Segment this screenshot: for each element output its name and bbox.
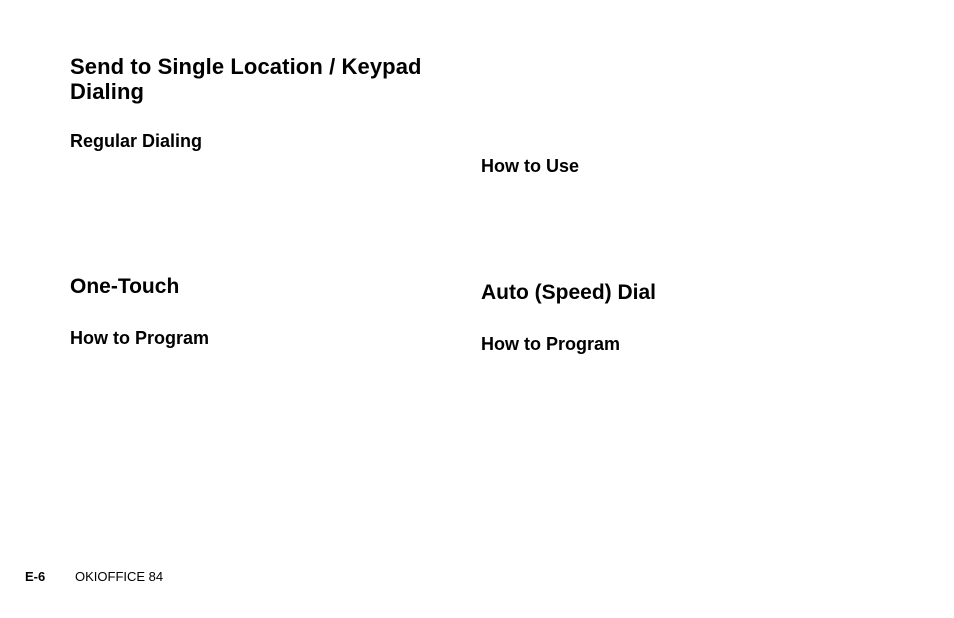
- page-title: Send to Single Location / Keypad Dialing: [70, 54, 422, 104]
- one-touch-heading: One-Touch: [70, 275, 180, 298]
- auto-speed-dial-heading: Auto (Speed) Dial: [481, 281, 657, 304]
- one-touch-how-to-program-heading: How to Program: [70, 328, 210, 348]
- document-title: OKIOFFICE 84: [75, 569, 164, 584]
- auto-dial-how-to-program-heading: How to Program: [481, 334, 621, 354]
- page-number: E-6: [25, 569, 46, 584]
- how-to-use-heading: How to Use: [481, 156, 580, 176]
- regular-dialing-heading: Regular Dialing: [70, 131, 203, 151]
